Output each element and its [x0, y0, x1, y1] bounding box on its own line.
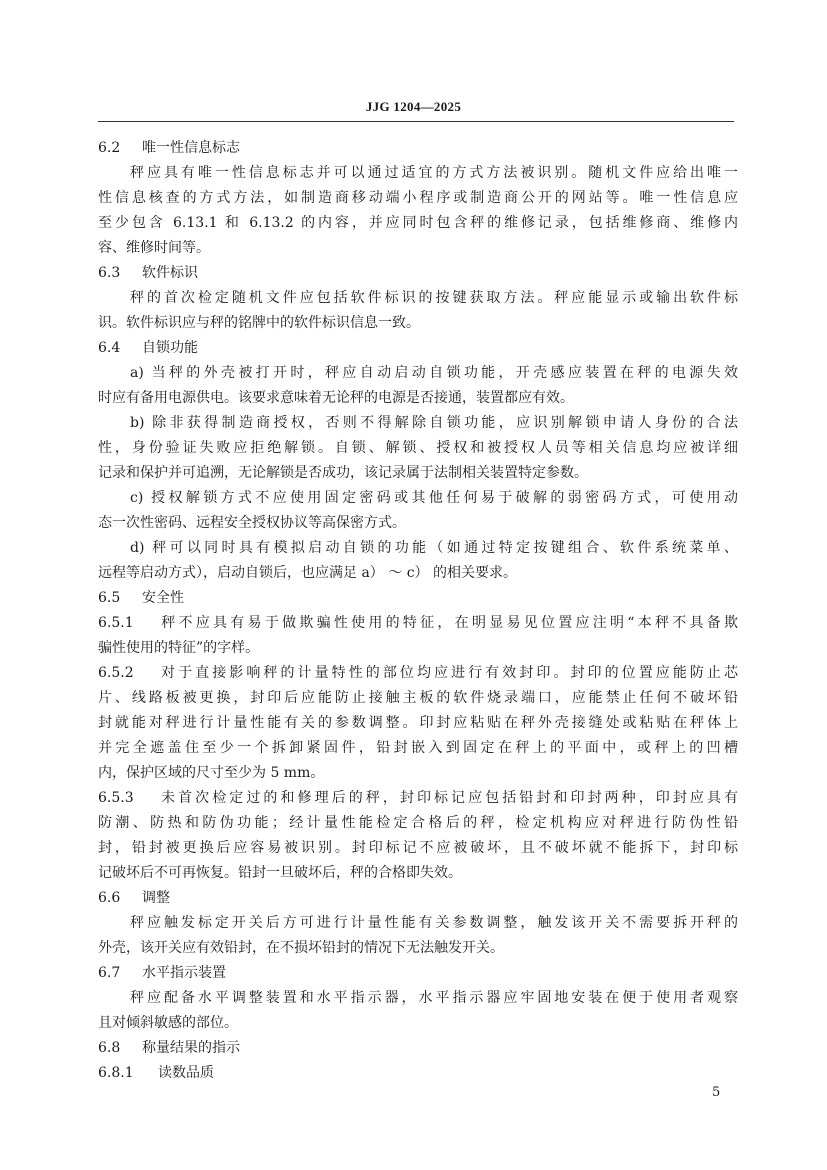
section-number: 6.5.2: [98, 665, 134, 681]
paragraph-text: 识。软件标识应与秤的铭牌中的软件标识信息一致。: [98, 315, 420, 331]
body-line: [98, 511, 738, 536]
paragraph-text: c) 授权解锁方式不应使用固定密码或其他任何易于破解的弱密码方式，可使用动: [130, 490, 738, 506]
body-line: [98, 986, 738, 1011]
body-line: [98, 936, 738, 961]
body-line: [98, 361, 738, 386]
section-heading: [98, 661, 738, 686]
paragraph-text: 片、线路板被更换，封印后应能防止接触主板的软件烧录端口，应能禁止任何不破坏铅: [98, 690, 738, 706]
section-number: 6.5: [98, 590, 121, 606]
paragraph-text: 并完全遮盖住至少一个拆卸紧固件，铅封嵌入到固定在秤上的平面中，或秤上的凹槽: [98, 740, 738, 756]
body-line: [98, 311, 738, 336]
body-line: [98, 836, 738, 861]
paragraph-text: 至少包含 6.13.1 和 6.13.2 的内容，并应同时包含秤的维修记录，包括维修商、维修内: [98, 215, 738, 231]
body-line: [98, 486, 738, 511]
section-title: 自锁功能: [142, 340, 198, 356]
body-line: [98, 711, 738, 736]
body-line: [98, 636, 738, 661]
body-line: [98, 211, 738, 236]
section-number: 6.5.3: [98, 790, 134, 806]
paragraph-text: 且对倾斜敏感的部位。: [98, 1015, 238, 1031]
page-number: 5: [712, 1085, 721, 1100]
section-heading: [98, 886, 738, 911]
paragraph-text: 秤应配备水平调整装置和水平指示器，水平指示器应牢固地安装在便于使用者观察: [130, 990, 738, 1006]
body-line: [98, 736, 738, 761]
section-number: 6.2: [98, 140, 121, 156]
body-line: [98, 236, 738, 261]
section-title: 安全性: [142, 590, 184, 606]
section-number: 6.7: [98, 965, 121, 981]
body-line: [98, 436, 738, 461]
body-line: [98, 811, 738, 836]
body-line: [98, 686, 738, 711]
paragraph-text: 远程等启动方式），启动自锁后，也应满足 a） ～ c） 的相关要求。: [98, 565, 517, 581]
section-number: 6.5.1: [98, 615, 134, 631]
paragraph-text: 时应有备用电源供电。该要求意味着无论秤的电源是否接通，装置都应有效。: [98, 390, 574, 406]
body-line: [98, 1011, 738, 1036]
paragraph-text: 态一次性密码、远程安全授权协议等高保密方式。: [98, 515, 406, 531]
section-title: 唯一性信息标志: [142, 140, 240, 156]
body-line: [98, 861, 738, 886]
section-number: 6.8.1: [98, 1065, 134, 1081]
body-line: [98, 561, 738, 586]
section-number: 6.8: [98, 1040, 121, 1056]
section-heading: [98, 1061, 738, 1086]
paragraph-text: 封就能对秤进行计量性能有关的参数调整。印封应粘贴在秤外壳接缝处或粘贴在秤体上: [98, 715, 738, 731]
paragraph-text: b) 除非获得制造商授权，否则不得解除自锁功能，应识别解锁申请人身份的合法: [130, 415, 738, 431]
header-rule: [98, 121, 734, 122]
body-line: [98, 386, 738, 411]
body-line: [98, 186, 738, 211]
paragraph-text: 内，保护区域的尺寸至少为 5 mm。: [98, 765, 325, 781]
paragraph-text: 容、维修时间等。: [98, 240, 210, 256]
section-title: 水平指示装置: [142, 965, 226, 981]
section-heading: [98, 961, 738, 986]
paragraph-text: 秤应具有唯一性信息标志并可以通过适宜的方式方法被识别。随机文件应给出唯一: [130, 165, 738, 181]
section-heading: [98, 786, 738, 811]
paragraph-text: 秤应触发标定开关后方可进行计量性能有关参数调整，触发该开关不需要拆开秤的: [130, 915, 738, 931]
section-title: 未首次检定过的和修理后的秤，封印标记应包括铅封和印封两种，印封应具有: [158, 790, 738, 806]
paragraph-text: 防潮、防热和防伪功能；经计量性能检定合格后的秤，检定机构应对秤进行防伪性铅: [98, 815, 738, 831]
section-title: 调整: [142, 890, 170, 906]
body-line: [98, 286, 738, 311]
paragraph-text: 性信息核查的方式方法，如制造商移动端小程序或制造商公开的网站等。唯一性信息应: [98, 190, 738, 206]
paragraph-text: 性，身份验证失败应拒绝解锁。自锁、解锁、授权和被授权人员等相关信息均应被详细: [98, 440, 738, 456]
paragraph-text: 骗性使用的特征”的字样。: [98, 640, 260, 656]
section-heading: [98, 336, 738, 361]
section-heading: [98, 261, 738, 286]
section-title: 对于直接影响秤的计量特性的部位均应进行有效封印。封印的位置应能防止芯: [158, 665, 738, 681]
document-header-code: JJG 1204—2025: [365, 99, 462, 114]
section-title: 秤不应具有易于做欺骗性使用的特征，在明显易见位置应注明“本秤不具备欺: [158, 615, 738, 631]
section-number: 6.4: [98, 340, 121, 356]
body-line: [98, 411, 738, 436]
body-line: [98, 536, 738, 561]
paragraph-text: 记录和保护并可追溯，无论解锁是否成功，该记录属于法制相关装置特定参数。: [98, 465, 588, 481]
section-title: 称量结果的指示: [142, 1040, 240, 1056]
section-number: 6.3: [98, 265, 121, 281]
section-heading: [98, 1036, 738, 1061]
paragraph-text: 封，铅封被更换后应容易被识别。封印标记不应被破坏，且不破坏就不能拆下，封印标: [98, 840, 738, 856]
section-number: 6.6: [98, 890, 121, 906]
section-heading: [98, 611, 738, 636]
body-line: [98, 461, 738, 486]
section-title: 软件标识: [142, 265, 198, 281]
paragraph-text: 秤的首次检定随机文件应包括软件标识的按键获取方法。秤应能显示或输出软件标: [130, 290, 738, 306]
paragraph-text: 记破坏后不可再恢复。铅封一旦破坏后，秤的合格即失效。: [98, 865, 462, 881]
body-line: [98, 911, 738, 936]
paragraph-text: 外壳，该开关应有效铅封，在不损坏铅封的情况下无法触发开关。: [98, 940, 504, 956]
body-line: [98, 161, 738, 186]
paragraph-text: d) 秤可以同时具有模拟启动自锁的功能（如通过特定按键组合、软件系统菜单、: [130, 540, 738, 556]
section-title: 读数品质: [158, 1065, 214, 1081]
document-body: [98, 136, 738, 1086]
paragraph-text: a) 当秤的外壳被打开时，秤应自动启动自锁功能，开壳感应装置在秤的电源失效: [130, 365, 738, 381]
section-heading: [98, 586, 738, 611]
section-heading: [98, 136, 738, 161]
body-line: [98, 761, 738, 786]
